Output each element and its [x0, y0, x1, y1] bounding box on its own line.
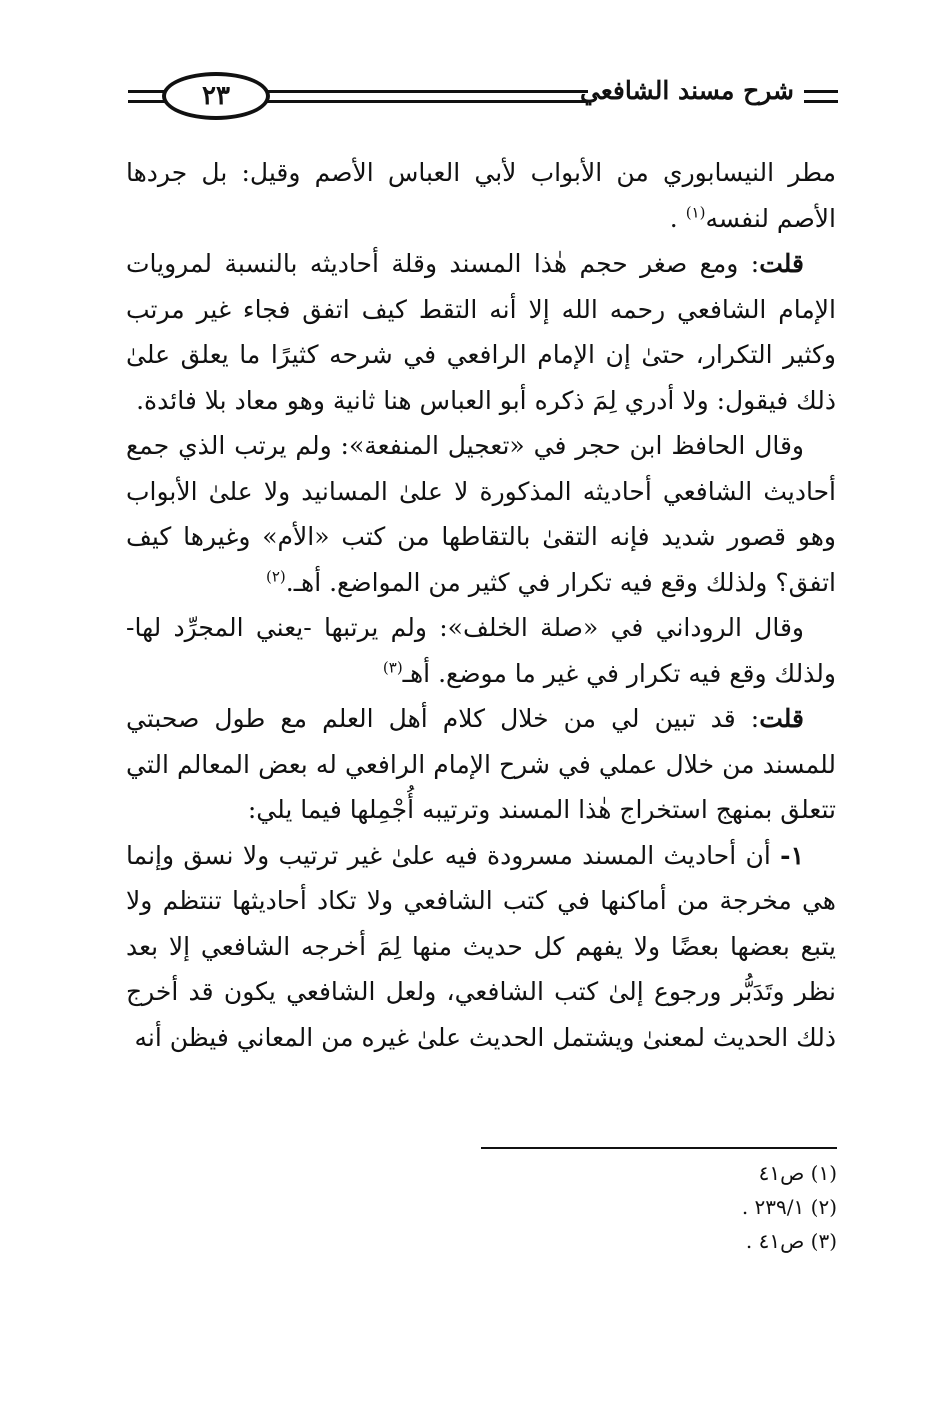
header-rule-middle [260, 90, 588, 103]
footnote-2: (٢) ٢٣٩/١ . [741, 1195, 837, 1219]
paragraph-5-lead: قلت [759, 704, 804, 733]
page-number: ٢٣ [162, 72, 270, 120]
paragraph-4-text: وقال الروداني في «صلة الخلف»: ولم يرتبها -يعني المجرِّد لها- ولذلك وقع فيه تكرار في غير ما موضع. أهـ [126, 613, 836, 688]
paragraph-6-text: أن أحاديث المسند مسرودة فيه علىٰ غير ترتيب ولا نسق وإنما هي مخرجة من أماكنها في كتب الشافعي ولا تكاد أحاديثها تنتظم ولا يتبع بعضها بعضًا ولا يفهم كل حديث منها لِمَ أخرجه الشافعي إلا بعد نظر وتَدَبُّر ورجوع إلىٰ كتب الشافعي، ولعل الشافعي يكون قد أخرج ذلك الحديث لمعنىٰ ويشتمل الحديث علىٰ غيره من المعاني فيظن أنه [126, 840, 836, 1052]
paragraph-6 [126, 833, 836, 1061]
main-text [126, 150, 836, 1060]
footnotes [437, 1156, 837, 1258]
footnote-marker-1: (١) [685, 203, 706, 222]
paragraph-1-text: مطر النيسابوري من الأبواب لأبي العباس الأصم وقيل: بل جردها الأصم لنفسه [126, 158, 836, 233]
paragraph-2-lead: قلت [759, 249, 804, 278]
running-title: شرح مسند الشافعي [580, 76, 794, 105]
paragraph-3 [126, 423, 836, 605]
paragraph-1 [126, 150, 836, 241]
footnote-marker-2: (٢) [265, 567, 286, 586]
paragraph-5-text: : قد تبين لي من خلال كلام أهل العلم مع طول صحبتي للمسند من خلال عملي في شرح الإمام الرافعي له بعض المعالم التي تتعلق بمنهج استخراج هٰذا المسند وترتيبه أُجْمِلها فيما يلي: [126, 704, 836, 824]
paragraph-4 [126, 605, 836, 696]
page-header [118, 62, 838, 132]
paragraph-5 [126, 696, 836, 833]
paragraph-3-text: وقال الحافظ ابن حجر في «تعجيل المنفعة»: ولم يرتب الذي جمع أحاديث الشافعي أحاديثه المذكورة لا علىٰ المسانيد ولا علىٰ الأبواب وهو قصور شديد فإنه التقىٰ بالتقاطها من كتب «الأم» وغيرها كيف اتفق؟ ولذلك وقع فيه تكرار في كثير من المواضع. أهـ. [126, 431, 836, 597]
footnote-marker-3: (٣) [382, 658, 403, 677]
paragraph-6-lead: ١- [780, 840, 804, 870]
footnote-1: (١) ص٤١ [758, 1161, 837, 1185]
header-rule-right [804, 90, 838, 103]
footnote-separator [481, 1147, 837, 1149]
footnote-3: (٣) ص٤١ . [745, 1229, 837, 1253]
paragraph-2-text: : ومع صغر حجم هٰذا المسند وقلة أحاديثه بالنسبة لمرويات الإمام الشافعي رحمه الله إلا أنه التقط كيف اتفق فجاء غير مرتب وكثير التكرار، حتىٰ إن الإمام الرافعي في شرحه كثيرًا ما يعلق علىٰ ذلك فيقول: ولا أدري لِمَ ذكره أبو العباس هنا ثانية وهو معاد بلا فائدة. [126, 249, 836, 415]
paragraph-2 [126, 241, 836, 423]
paragraph-1-end: . [669, 203, 678, 233]
